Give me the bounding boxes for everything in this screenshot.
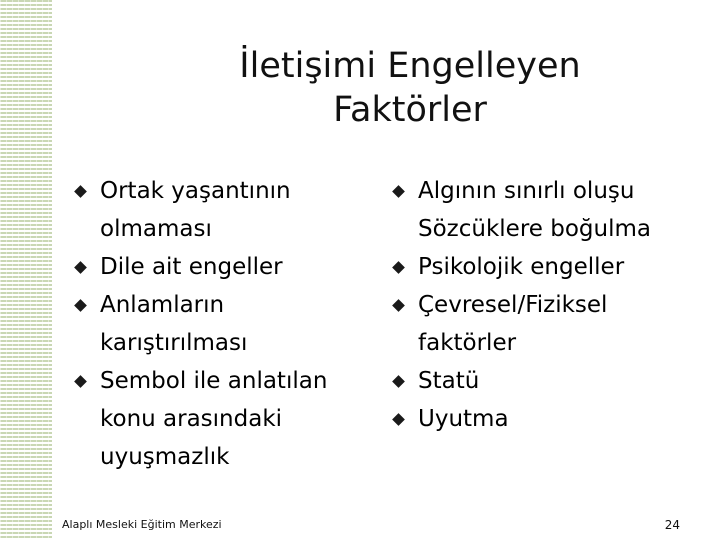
bullet-text: faktörler [418,330,517,356]
slide-title [120,44,700,132]
bullet-item [388,362,708,400]
bullet-item [388,172,708,248]
bullet-item [70,286,370,362]
bullet-text: uyuşmazlık [100,444,230,470]
diamond-bullet-icon [392,299,405,312]
diamond-bullet-icon [74,185,87,198]
diamond-bullet-icon [392,413,405,426]
decorative-stripe-bar [0,0,52,540]
bullet-text: Sözcüklere boğulma [418,216,651,242]
bullet-text: Çevresel/Fiziksel [418,292,608,318]
bullet-text: Uyutma [418,406,509,432]
bullet-item [388,400,708,438]
bullet-text: Psikolojik engeller [418,254,625,280]
bullet-text: Sembol ile anlatılan [100,368,328,394]
diamond-bullet-icon [74,375,87,388]
bullet-text: olmaması [100,216,212,242]
bullet-item [70,362,370,476]
diamond-bullet-icon [392,261,405,274]
bullet-item [388,286,708,362]
diamond-bullet-icon [74,299,87,312]
left-bullet-list [70,172,370,476]
diamond-bullet-icon [392,375,405,388]
title-line: İletişimi Engelleyen [239,46,581,86]
bullet-item [388,248,708,286]
right-bullet-list [388,172,708,438]
bullet-text: Ortak yaşantının [100,178,291,204]
page-number: 24 [664,518,680,532]
bullet-text: konu arasındaki [100,406,283,432]
bullet-text: Anlamların [100,292,225,318]
bullet-text: karıştırılması [100,330,248,356]
footer-organization: Alaplı Mesleki Eğitim Merkezi [62,518,222,531]
bullet-item [70,172,370,248]
bullet-text: Statü [418,368,480,394]
bullet-text: Algının sınırlı oluşu [418,178,635,204]
diamond-bullet-icon [74,261,87,274]
bullet-item [70,248,370,286]
bullet-text: Dile ait engeller [100,254,283,280]
title-line: Faktörler [333,90,487,130]
diamond-bullet-icon [392,185,405,198]
